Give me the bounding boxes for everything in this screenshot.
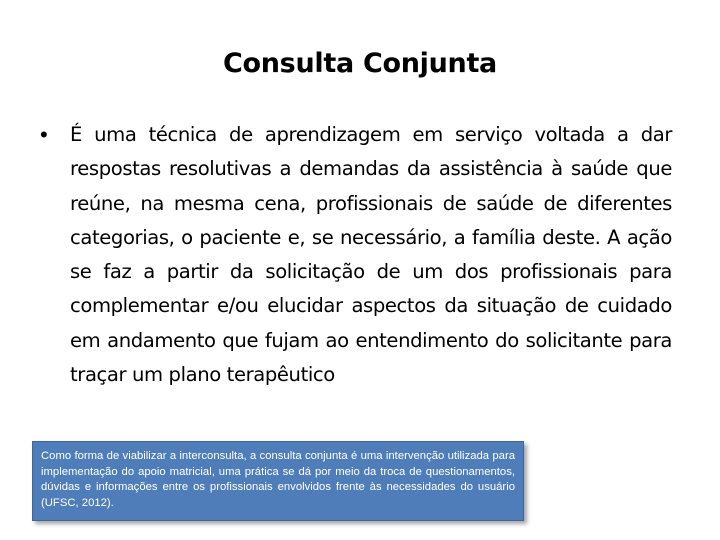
- bullet-text: É uma técnica de aprendizagem em serviço voltada a dar respostas resolutivas a demandas da assistência à saúde que reúne, na mesma cena, profissionais de saúde de diferentes categorias, o paciente e, se necessário, a família deste. A ação se faz a partir da solicitação de um dos profissionais para complementar e/ou elucidar aspectos da situação de cuidado em andamento que fujam ao entendimento do solicitante para traçar um plano terapêutico: [70, 123, 672, 387]
- bullet-list: [40, 118, 672, 392]
- bullet-marker: •: [40, 122, 48, 147]
- note-callout: [32, 441, 524, 521]
- note-text: Como forma de viabilizar a interconsulta, a consulta conjunta é uma intervenção utilizada para implementação do apoio matricial, uma prática se dá por meio da troca de questionamentos, dúvidas e informações entre os profissionais envolvidos frente às necessidades do usuário (UFSC, 2012).: [41, 450, 515, 509]
- slide-title: Consulta Conjunta: [223, 48, 497, 79]
